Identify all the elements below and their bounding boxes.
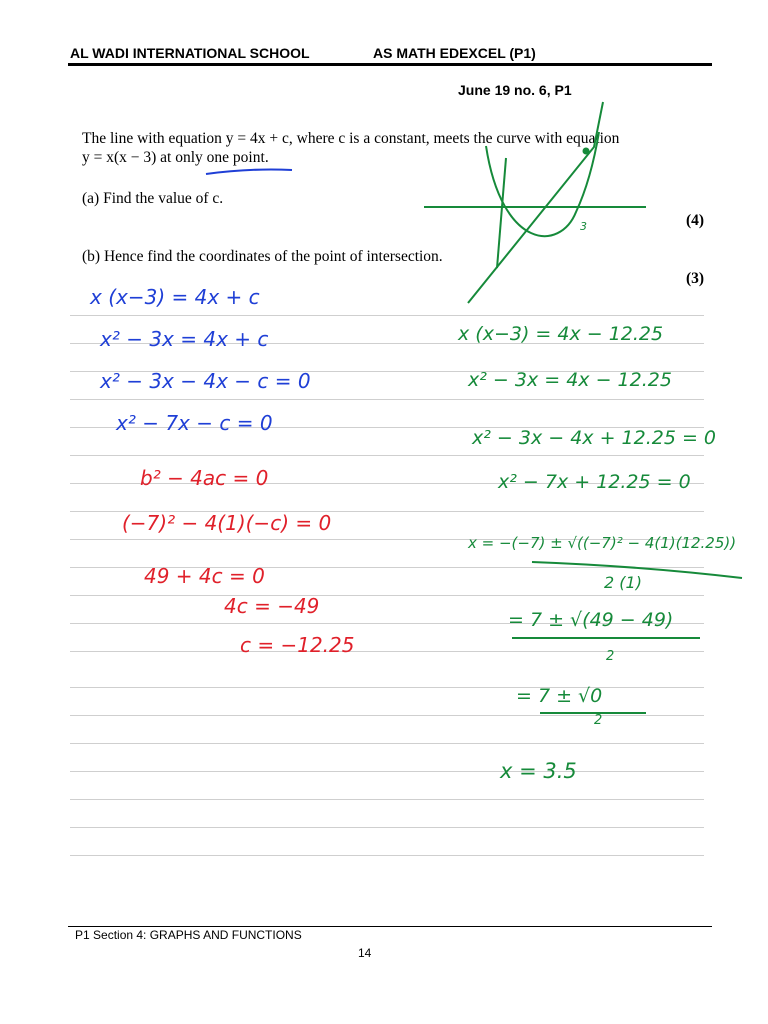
sketch-y-axis [497,158,506,268]
red-working-line: 4c = −49 [224,594,320,618]
stem-line-2-start: y = x(x − 3) at [82,149,176,166]
green-working-line: x² − 7x + 12.25 = 0 [498,471,691,493]
red-working-line: b² − 4ac = 0 [140,466,269,490]
red-working-line: c = −12.25 [240,633,355,657]
green-working-line: x (x−3) = 4x − 12.25 [458,323,664,345]
part-b-marks: (3) [686,270,705,287]
underline-mark [206,170,292,175]
part-a: (a) Find the value of c. [82,190,224,207]
question-stem-line-1: The line with equation y = 4x + c, where c is a constant, meets the curve with equation [82,130,620,147]
school-name: AL WADI INTERNATIONAL SCHOOL [70,45,310,61]
footer-rule [68,926,712,927]
blue-working-line: x (x−3) = 4x + c [90,285,260,309]
sketch-axis-label: 3 [580,220,587,233]
part-b: (b) Hence find the coordinates of the point of intersection. [82,248,443,265]
red-working-line: (−7)² − 4(1)(−c) = 0 [122,511,332,535]
blue-working-line: x² − 3x = 4x + c [100,327,269,351]
page-number: 14 [358,946,372,960]
green-working-line: 2 [594,713,603,728]
blue-working-line: x² − 3x − 4x − c = 0 [100,369,311,393]
footer-section: P1 Section 4: GRAPHS AND FUNCTIONS [75,928,302,942]
part-a-marks: (4) [686,212,705,229]
stem-line-2-end: . [264,149,269,166]
sketch-intersection-point [584,149,589,154]
red-working-line: 49 + 4c = 0 [144,564,265,588]
sketch-tangent-line [468,102,603,303]
graph-sketch [424,102,646,303]
green-working-line: = 7 ± √(49 − 49) [508,609,674,631]
stem-emphasis: only one point [175,149,265,166]
blue-working-line: x² − 7x − c = 0 [116,411,273,435]
green-working-line: 2 (1) [604,573,642,592]
green-working-line: 2 [606,649,615,664]
green-working-line: x² − 3x = 4x − 12.25 [468,369,672,391]
green-working-line: x = 3.5 [500,759,577,783]
green-working-line: x = −(−7) ± √((−7)² − 4(1)(12.25)) [468,534,737,552]
question-reference: June 19 no. 6, P1 [458,82,572,98]
green-working-line: = 7 ± √0 [516,685,603,707]
green-working-line: x² − 3x − 4x + 12.25 = 0 [472,427,717,449]
course-title: AS MATH EDEXCEL (P1) [373,45,536,61]
